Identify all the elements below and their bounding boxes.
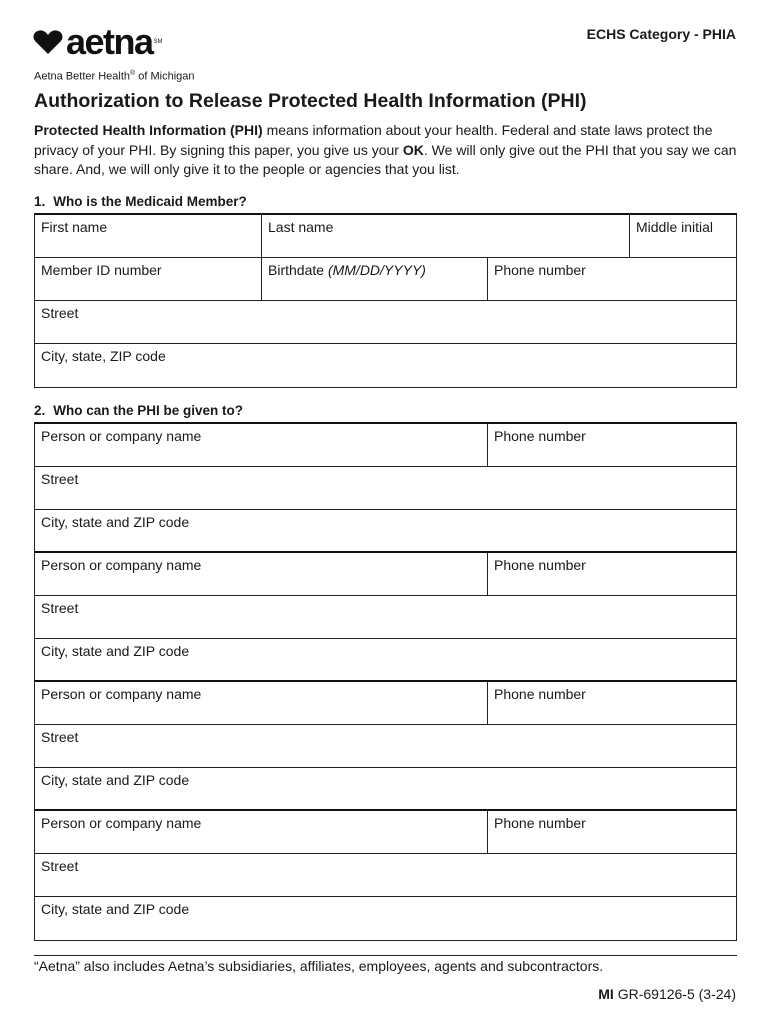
recipient-4-name-row: [35, 811, 736, 854]
member-phone-label: Phone number: [494, 262, 586, 278]
recipient-street-label: Street: [41, 729, 79, 745]
aetna-definition-footnote: “Aetna” also includes Aetna’s subsidiaries, affiliates, employees, agents and subcontractors.: [34, 958, 604, 974]
member-street-field[interactable]: [35, 301, 736, 343]
recipient-phone-label: Phone number: [494, 557, 586, 573]
form-number: [598, 986, 736, 1002]
recipient-4-phone-field[interactable]: [488, 811, 736, 853]
recipient-1-street-row: [35, 467, 736, 510]
form-id: GR-69126-5 (3-24): [613, 986, 736, 1002]
recipient-4-city-row: [35, 897, 736, 940]
recipient-3-street-row: [35, 725, 736, 768]
middle-initial-field[interactable]: [630, 215, 736, 257]
member-street-row: [35, 301, 736, 344]
recipient-1-street-field[interactable]: [35, 467, 736, 509]
service-mark: SM: [153, 39, 163, 45]
recipient-2-phone-field[interactable]: [488, 553, 736, 595]
recipients-table: [34, 422, 737, 941]
heart-icon: [33, 29, 63, 55]
first-name-label: First name: [41, 219, 108, 235]
recipient-street-label: Street: [41, 858, 79, 874]
recipient-name-label: Person or company name: [41, 428, 202, 444]
recipient-city-label: City, state and ZIP code: [41, 901, 190, 917]
member-id-row: [35, 258, 736, 301]
recipient-city-label: City, state and ZIP code: [41, 514, 190, 530]
recipient-2-name-row: [35, 553, 736, 596]
member-info-table: [34, 213, 737, 388]
ok-term: OK: [402, 141, 424, 158]
recipient-phone-label: Phone number: [494, 815, 586, 831]
recipient-3-city-field[interactable]: [35, 768, 736, 809]
recipient-2-city-row: [35, 639, 736, 682]
recipient-name-label: Person or company name: [41, 815, 202, 831]
recipient-4-city-field[interactable]: [35, 897, 736, 940]
recipient-4-name-field[interactable]: [35, 811, 488, 853]
recipient-3-name-field[interactable]: [35, 682, 488, 724]
recipient-2-street-row: [35, 596, 736, 639]
phi-term: Protected Health Information (PHI): [34, 122, 263, 138]
middle-initial-label: Middle initial: [636, 219, 714, 235]
plan-name-prefix: Aetna Better Health: [34, 70, 131, 83]
birthdate-format-hint: (MM/DD/YYYY): [327, 262, 426, 278]
member-city-label: City, state, ZIP code: [41, 348, 166, 364]
recipient-4-street-row: [35, 854, 736, 897]
recipient-name-label: Person or company name: [41, 557, 202, 573]
aetna-logo: [33, 21, 163, 62]
member-phone-field[interactable]: [488, 258, 736, 300]
member-city-field[interactable]: [35, 344, 736, 387]
recipient-phone-label: Phone number: [494, 686, 586, 702]
registered-mark: ®: [130, 70, 136, 77]
recipient-3-street-field[interactable]: [35, 725, 736, 767]
recipient-1-city-field[interactable]: [35, 510, 736, 551]
intro-text-1: means information about your health. Federal and state laws protect the privacy of your PHI. By signing this paper, you give us your: [34, 122, 713, 158]
member-city-row: [35, 344, 736, 387]
member-id-label: Member ID number: [41, 262, 162, 278]
plan-name: [34, 70, 195, 83]
intro-paragraph: [34, 121, 740, 180]
page-title: Authorization to Release Protected Health Information (PHI): [34, 90, 587, 112]
footer-divider: [34, 955, 737, 956]
recipient-1-phone-field[interactable]: [488, 424, 736, 466]
section1-heading-text: Who is the Medicaid Member?: [53, 194, 247, 209]
section2-number: 2.: [34, 403, 46, 418]
first-name-field[interactable]: [35, 215, 262, 257]
last-name-field[interactable]: [262, 215, 630, 257]
recipient-name-label: Person or company name: [41, 686, 202, 702]
member-id-field[interactable]: [35, 258, 262, 300]
plan-name-suffix: of Michigan: [135, 70, 195, 83]
recipient-1-name-field[interactable]: [35, 424, 488, 466]
recipient-2-city-field[interactable]: [35, 639, 736, 680]
birthdate-field[interactable]: [262, 258, 488, 300]
recipient-3-city-row: [35, 768, 736, 811]
member-street-label: Street: [41, 305, 79, 321]
section1-number: 1.: [34, 194, 46, 209]
last-name-label: Last name: [268, 219, 334, 235]
member-name-row: [35, 215, 736, 258]
recipient-2-name-field[interactable]: [35, 553, 488, 595]
form-state: MI: [598, 986, 614, 1002]
recipient-1-city-row: [35, 510, 736, 553]
recipient-1-name-row: [35, 424, 736, 467]
intro-text-2: . We will only give out the PHI that you say we can share. And, we will only give it to the people or agencies that you list.: [34, 141, 737, 177]
recipient-city-label: City, state and ZIP code: [41, 643, 190, 659]
recipient-street-label: Street: [41, 600, 79, 616]
recipient-3-phone-field[interactable]: [488, 682, 736, 724]
logo-wordmark: aetna: [66, 21, 153, 62]
birthdate-label: Birthdate: [268, 262, 328, 278]
echs-category: ECHS Category - PHIA: [586, 26, 736, 42]
recipient-3-name-row: [35, 682, 736, 725]
recipient-4-street-field[interactable]: [35, 854, 736, 896]
recipient-street-label: Street: [41, 471, 79, 487]
recipient-2-street-field[interactable]: [35, 596, 736, 638]
section2-heading-text: Who can the PHI be given to?: [53, 403, 244, 418]
recipient-city-label: City, state and ZIP code: [41, 772, 190, 788]
recipient-phone-label: Phone number: [494, 428, 586, 444]
section2-heading: [34, 403, 243, 418]
section1-heading: [34, 194, 247, 209]
